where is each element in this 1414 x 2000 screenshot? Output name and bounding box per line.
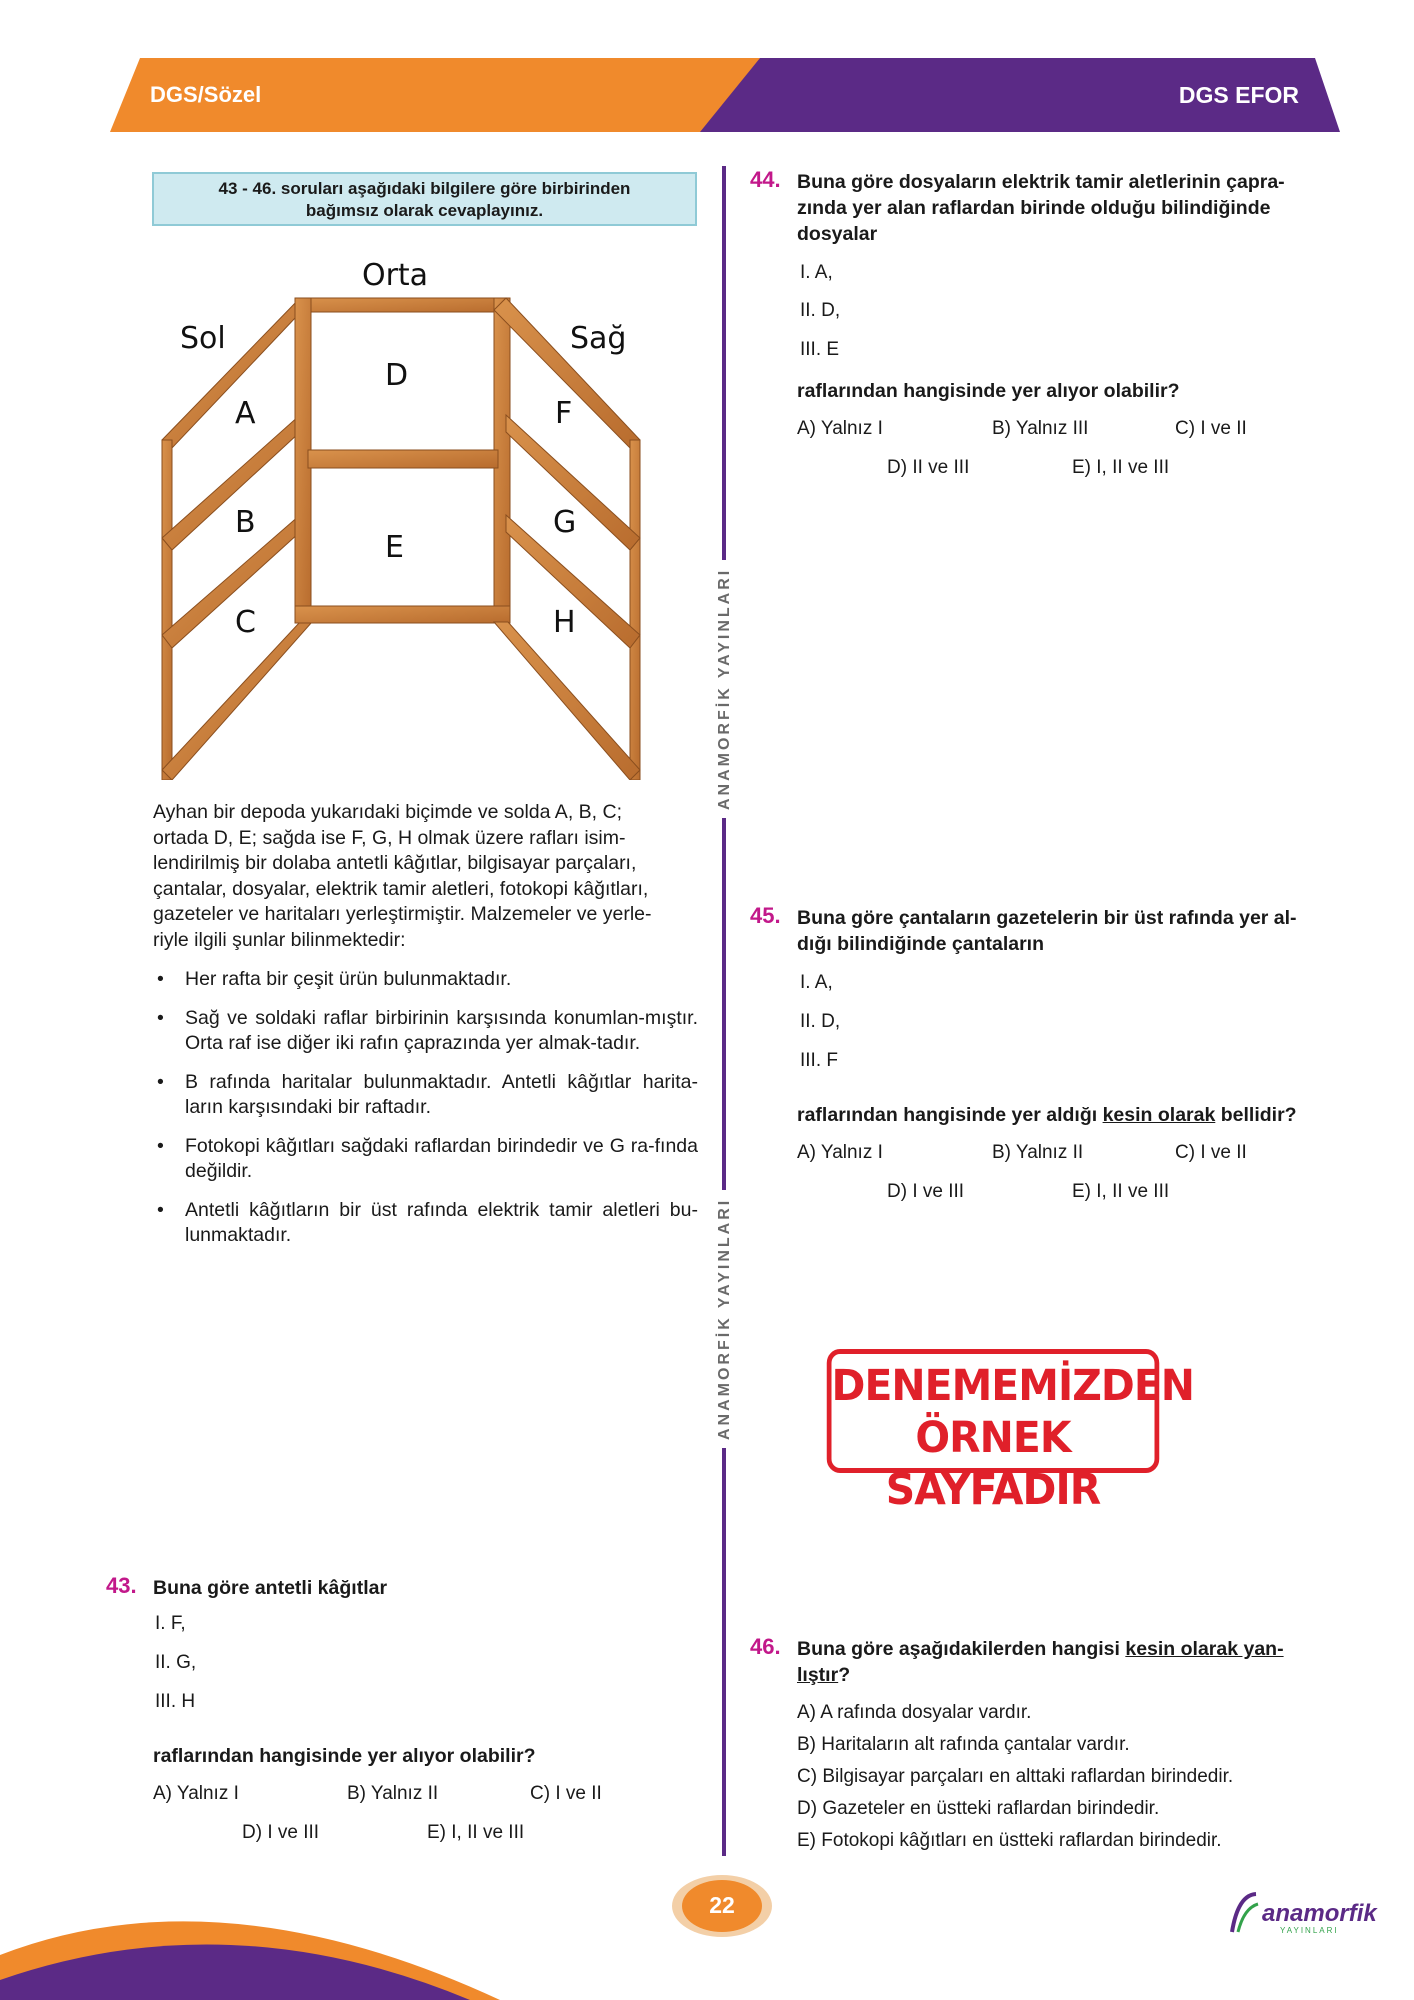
q43-item-2: II. G, bbox=[155, 1652, 197, 1673]
sample-page-stamp bbox=[827, 1349, 1195, 1515]
q45-ask bbox=[797, 1102, 1297, 1128]
publisher-logo: anamorfik bbox=[1262, 1900, 1377, 1927]
q44-item-3: III. E bbox=[800, 339, 840, 360]
shelf-label-a: A bbox=[235, 396, 256, 431]
q44-stem-line: zında yer alan raflardan birinde olduğu bilindiğinde bbox=[797, 197, 1271, 219]
left-wing-bottom-edge bbox=[162, 622, 312, 780]
intro-line: çantalar, dosyalar, elektrik tamir aletleri, fotokopi kâğıtları, bbox=[153, 877, 649, 900]
q45-option-b[interactable]: B) Yalnız II bbox=[992, 1142, 1084, 1163]
q44-option-a[interactable]: A) Yalnız I bbox=[797, 418, 883, 439]
q45-ask-emphasis: kesin olarak bbox=[1102, 1104, 1216, 1126]
shelf-diagram bbox=[150, 250, 660, 780]
q46-stem-emphasis-1: kesin olarak yan- bbox=[1125, 1638, 1284, 1660]
middle-bottom-board bbox=[295, 606, 510, 623]
q46-option-d[interactable]: D) Gazeteler en üstteki raflardan birindedir. bbox=[797, 1798, 1160, 1819]
diagram-label-center: Orta bbox=[361, 258, 429, 293]
q44-option-d[interactable]: D) II ve III bbox=[887, 457, 970, 478]
column-divider bbox=[722, 166, 726, 1856]
q46-option-c[interactable]: C) Bilgisayar parçaları en alttaki raflardan birindedir. bbox=[797, 1766, 1234, 1787]
page-number: 22 bbox=[709, 1892, 735, 1918]
instruction-box bbox=[152, 172, 697, 226]
diagram-label-left: Sol bbox=[180, 321, 226, 356]
q46-stem-emphasis-2: lıştır bbox=[797, 1664, 839, 1686]
right-wing-bottom-edge bbox=[494, 622, 640, 780]
shelf-label-f: F bbox=[555, 396, 573, 431]
q43-option-a[interactable]: A) Yalnız I bbox=[153, 1783, 239, 1804]
question-46-number: 46. bbox=[750, 1634, 781, 1659]
left-wing-outer-post bbox=[162, 440, 172, 780]
divider-publisher-text-2: ANAMORFİK YAYINLARI bbox=[716, 1190, 734, 1448]
stamp-line-2: ÖRNEK SAYFADIR bbox=[885, 1413, 1101, 1515]
right-wing-outer-post bbox=[630, 440, 640, 780]
q44-stem-line: dosyalar bbox=[797, 223, 878, 245]
intro-line: ortada D, E; sağda ise F, G, H olmak üzere rafları isim- bbox=[153, 826, 626, 849]
shelf-label-b: B bbox=[235, 505, 256, 540]
q45-stem-line: dığı bilindiğinde çantaların bbox=[797, 933, 1045, 955]
footer-wave-decoration bbox=[0, 1860, 560, 2000]
question-43-number: 43. bbox=[106, 1573, 137, 1598]
shelf-label-d: D bbox=[385, 358, 409, 393]
q43-option-d[interactable]: D) I ve III bbox=[242, 1822, 320, 1843]
intro-line: riyle ilgili şunlar bilinmektedir: bbox=[153, 928, 406, 951]
q43-option-c[interactable]: C) I ve II bbox=[530, 1783, 602, 1804]
q44-ask: raflarından hangisinde yer alıyor olabilir? bbox=[797, 380, 1180, 402]
q44-option-c[interactable]: C) I ve II bbox=[1175, 418, 1247, 439]
q46-option-e[interactable]: E) Fotokopi kâğıtları en üstteki raflardan birindedir. bbox=[797, 1830, 1222, 1851]
q46-option-a[interactable]: A) A rafında dosyalar vardır. bbox=[797, 1702, 1032, 1723]
diagram-label-right: Sağ bbox=[570, 321, 627, 356]
instruction-line-1: 43 - 46. soruları aşağıdaki bilgilere göre birbirinden bbox=[218, 179, 631, 198]
question-46-stem bbox=[797, 1636, 1347, 1688]
publisher-logo-subtitle: YAYINLARI bbox=[1280, 1926, 1339, 1935]
q44-option-b[interactable]: B) Yalnız III bbox=[992, 418, 1089, 439]
intro-line: Ayhan bir depoda yukarıdaki biçimde ve solda A, B, C; bbox=[153, 801, 622, 823]
q45-option-d[interactable]: D) I ve III bbox=[887, 1181, 965, 1202]
publisher-logo-icon bbox=[1228, 1890, 1260, 1935]
question-45-number: 45. bbox=[750, 903, 781, 928]
facts-list bbox=[153, 967, 698, 1262]
q46-option-b[interactable]: B) Haritaların alt rafında çantalar vardır. bbox=[797, 1734, 1130, 1755]
stamp-line-1: DENEMEMİZDEN bbox=[831, 1361, 1195, 1411]
fact-item: • B rafında haritalar bulunmaktadır. Antetli kâğıtlar harita-ların karşısındaki bir raftadır. bbox=[153, 1070, 698, 1121]
q45-option-e[interactable]: E) I, II ve III bbox=[1072, 1181, 1170, 1202]
header-book-title: DGS EFOR bbox=[1178, 82, 1299, 108]
fact-item: • Antetli kâğıtların bir üst rafında elektrik tamir aletleri bu-lunmaktadır. bbox=[153, 1198, 698, 1249]
q45-ask-post: bellidir? bbox=[1215, 1104, 1297, 1126]
intro-line: gazeteler ve haritaları yerleştirmiştir. Malzemeler ve yerle- bbox=[153, 903, 652, 925]
shelf-label-e: E bbox=[385, 530, 404, 565]
q43-option-e[interactable]: E) I, II ve III bbox=[427, 1822, 525, 1843]
intro-line: lendirilmiş bir dolaba antetli kâğıtlar, bilgisayar parçaları, bbox=[153, 852, 637, 874]
header-section-title: DGS/Sözel bbox=[150, 82, 262, 107]
question-45-stem bbox=[797, 905, 1347, 957]
q43-item-1: I. F, bbox=[155, 1613, 186, 1634]
q44-item-1: I. A, bbox=[800, 262, 833, 283]
question-44-number: 44. bbox=[750, 167, 781, 192]
q45-item-2: II. D, bbox=[800, 1011, 841, 1032]
q45-ask-pre: raflarından hangisinde yer aldığı bbox=[797, 1104, 1103, 1126]
q46-stem-post: ? bbox=[838, 1664, 851, 1686]
q44-item-2: II. D, bbox=[800, 300, 841, 321]
q45-item-3: III. F bbox=[800, 1050, 838, 1071]
instruction-line-2: bağımsız olarak cevaplayınız. bbox=[305, 201, 544, 220]
middle-shelf-board bbox=[308, 450, 498, 468]
question-43-stem: Buna göre antetli kâğıtlar bbox=[153, 1577, 388, 1599]
fact-item: • Sağ ve soldaki raflar birbirinin karşısında konumlan-mıştır. Orta raf ise diğer iki rafın çaprazında yer almak-tadır. bbox=[153, 1006, 698, 1057]
divider-publisher-text-1: ANAMORFİK YAYINLARI bbox=[716, 560, 734, 818]
shelf-label-c: C bbox=[235, 605, 256, 640]
q45-item-1: I. A, bbox=[800, 972, 833, 993]
q43-item-3: III. H bbox=[155, 1691, 196, 1712]
q45-stem-line: Buna göre çantaların gazetelerin bir üst rafında yer al- bbox=[797, 907, 1297, 929]
q44-option-e[interactable]: E) I, II ve III bbox=[1072, 457, 1170, 478]
question-44-stem bbox=[797, 169, 1347, 247]
intro-paragraph bbox=[153, 800, 698, 953]
middle-top-board bbox=[295, 298, 510, 312]
fact-item: • Fotokopi kâğıtları sağdaki raflardan birindedir ve G ra-fında değildir. bbox=[153, 1134, 698, 1185]
q44-stem-line: Buna göre dosyaların elektrik tamir aletlerinin çapra- bbox=[797, 171, 1285, 193]
shelf-label-h: H bbox=[553, 605, 576, 640]
q43-ask: raflarından hangisinde yer alıyor olabilir? bbox=[153, 1745, 536, 1767]
fact-item: • Her rafta bir çeşit ürün bulunmaktadır. bbox=[153, 967, 698, 993]
q46-stem-pre: Buna göre aşağıdakilerden hangisi bbox=[797, 1638, 1126, 1660]
q45-option-c[interactable]: C) I ve II bbox=[1175, 1142, 1247, 1163]
q43-option-b[interactable]: B) Yalnız II bbox=[347, 1783, 439, 1804]
q45-option-a[interactable]: A) Yalnız I bbox=[797, 1142, 883, 1163]
shelf-label-g: G bbox=[553, 505, 577, 540]
